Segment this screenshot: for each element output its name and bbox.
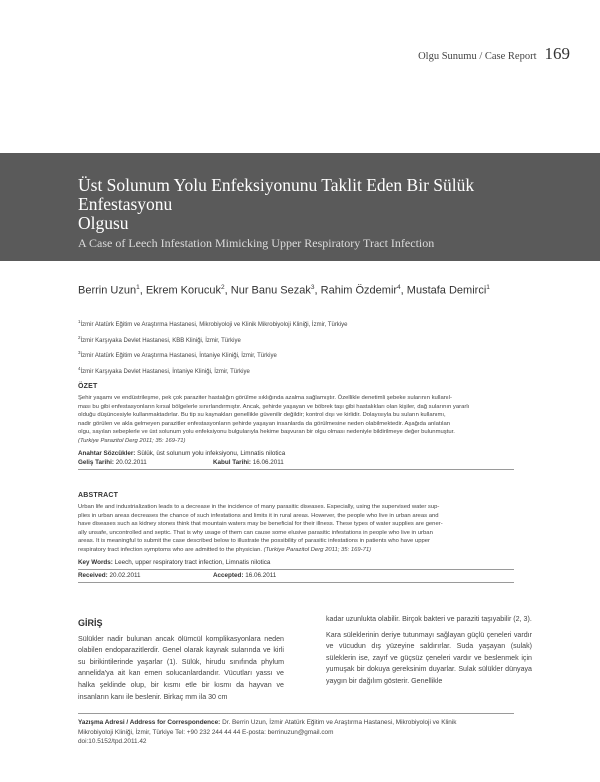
author-affil-mark: 1 xyxy=(486,284,490,291)
running-head xyxy=(418,44,570,64)
body-paragraph: kadar uzunlukta olabilir. Birçok bakteri ve paraziti taşıyabilir (2, 3). xyxy=(326,615,532,623)
article-title-line-2: Olgusu xyxy=(78,213,129,233)
ozet-section xyxy=(78,383,514,470)
abstract-keywords: Key Words: Leech, upper respiratory tract infection, Limnatis nilotica xyxy=(78,558,271,566)
running-head-section: Olgu Sunumu / Case Report xyxy=(418,51,537,62)
section-divider xyxy=(78,569,514,570)
body-paragraph: Sülükler nadir bulunan ancak ölümcül komplikasyonlara neden olabilen endoparazitlerdir. Genel olarak kaynak sularında ve kirli su birikintilerinde yaşarlar (1). Sülük, hirudu sınıfında phylum annelida'ya ait kan emen solucanlardandır. Vücutları yassı ve halka şeklinde olup, bir kısmı etle bir kısmı da hayvan ve insanların kanı ile beslenir. Birkaç mm ila 30 cm xyxy=(78,634,284,701)
body-column-left xyxy=(78,618,284,707)
ozet-citation: (Turkiye Parazitol Derg 2011; 35: 169-71) xyxy=(78,437,186,444)
article-title-turkish xyxy=(78,176,522,233)
author-name: Berrin Uzun xyxy=(78,284,137,297)
abstract-section xyxy=(78,492,514,583)
author-affil-mark: 3 xyxy=(310,284,315,291)
body-column-right xyxy=(326,614,532,692)
affiliation-list xyxy=(78,316,347,378)
article-title-line-1: Üst Solunum Yolu Enfeksiyonunu Taklit Eden Bir Sülük Enfestasyonu xyxy=(78,175,475,214)
ozet-dates: Geliş Tarihi: 20.02.2011 Kabul Tarihi: 16.06.2011 xyxy=(78,458,284,466)
abstract-dates: Received: 20.02.2011 Accepted: 16.06.2011 xyxy=(78,571,277,579)
abstract-heading: ABSTRACT xyxy=(78,492,119,499)
author-name: Rahim Özdemir xyxy=(320,284,398,297)
body-paragraph: Kara süleklerinin deriye tutunmayı sağlayan güçlü çeneleri vardır ve vücudun dış yüzeyine saldırırlar. Suda yaşayan (sulak) süleklerin ise, zayıf ve güçsüz çeneleri vardır ve beslenmek için yumuşak bir dokuya gereksinim duyarlar. Sulak sülükler dünyaya yaygın bir dağılım gösterir. Genellikle xyxy=(326,630,532,685)
author-affil-mark: 4 xyxy=(397,284,401,291)
author-name: Nur Banu Sezak xyxy=(230,284,311,297)
article-title-english: A Case of Leech Infestation Mimicking Upper Respiratory Tract Infection xyxy=(78,236,435,250)
author-name: Mustafa Demirci xyxy=(406,284,487,297)
author-list: Berrin Uzun$^1$, Ekrem Korucuk$^2$, Nur Banu Sezak$^3$, Rahim Özdemir$^4$, Mustafa Demirci$^1$ xyxy=(78,284,490,297)
section-divider xyxy=(78,469,514,470)
section-divider xyxy=(78,582,514,583)
affiliation-item: $^2$İzmir Karşıyaka Devlet Hastanesi, KBB Kliniği, İzmir, Türkiye xyxy=(78,334,241,344)
correspondence-label: Yazışma Adresi / Address for Correspondence: xyxy=(78,719,221,726)
author-affil-mark: 2 xyxy=(221,284,225,291)
doi: doi:10.5152/tpd.2011.42 xyxy=(78,738,147,746)
author-affil-mark: 1 xyxy=(136,284,140,291)
page-number: 169 xyxy=(544,44,570,63)
abstract-citation: (Turkiye Parazitol Derg 2011; 35: 169-71) xyxy=(263,546,372,553)
giris-heading: GİRİŞ xyxy=(78,618,103,628)
correspondence-footer: Yazışma Adresi / Address for Correspondence: Dr. Berrin Uzun, İzmir Atatürk Eğitim ve Araştırma Hastanesi, Mikrobiyoloji ve Klinik Mikrobiyoloji Kliniği, İzmir, Türkiye Tel: +90 232 244 44 44 E-posta: berrinuzun@gmail.com doi:10.5152/tpd.2011.42 xyxy=(78,713,514,747)
affiliation-item: $^1$İzmir Atatürk Eğitim ve Araştırma Hastanesi, Mikrobiyoloji ve Klinik Mikrobiyoloji Kliniği, İzmir, Türkiye xyxy=(78,319,348,328)
ozet-heading: ÖZET xyxy=(78,383,98,390)
affiliation-item: $^3$İzmir Atatürk Eğitim ve Araştırma Hastanesi, İntaniye Kliniği, İzmir, Türkiye xyxy=(78,350,277,359)
ozet-keywords: Anahtar Sözcükler: Sülük, üst solunum yolu infeksiyonu, Limnatis nilotica xyxy=(78,449,286,457)
author-name: Ekrem Korucuk xyxy=(145,284,222,297)
title-band xyxy=(0,153,600,261)
affiliation-item: $^4$İzmir Karşıyaka Devlet Hastanesi, İntaniye Kliniği, İzmir, Türkiye xyxy=(78,365,250,375)
ozet-text: Şehir yaşamı ve endüstrileşme, pek çok paraziter hastalığın görülme sıklığında azalma sağlamıştır. Özellikle denetimli şebeke sularının kullanıl- ması bu gibi enfestasyonların kırsal bölgelerle sınırlandırmıştır. Ancak, şehirde yaşayan ve böbrek taşı gibi hastalıkları olan kişiler, dağ sularının yararlı olduğu düşüncesiyle kullanmaktadırlar. Bu tip su kaynakları genellikle güvenilir değildir; kontrol dışı ve kirlidir. Dolayısıyla bu suların kullanımı, nadir görülen ve akla gelmeyen parazitler enfestasyonların şehirde yaşayan insanlarda da görülmesine neden olabilmektedir. Aşağıda anlatılan olgu, sayılan sebeplerle ve üst solunum yolu enfeksiyonu bulgularıyla hekime başvuran bir olgu olması nedeniyle bildirilmeye değer bulunmuştur. (Turkiye Parazitol Derg 2011; 35: 169-71) xyxy=(78,394,514,446)
abstract-text: Urban life and industrialization leads to a decrease in the incidence of many parasitic diseases. Especially, using the supervised water sup- plies in urban areas decreases the chance of such infestations and limits it in rural areas. However, the people who live in urban areas and have diseases such as kidney stones think that mountain waters may be beneficial for their illness. These types of water supplies are gener- ally unsafe, uncontrolled and septic. That is why usage of them can cause some elusive parasitic infestations in people who live in urban areas. It is meaningful to submit the case described below to illustrate the possibility of parasitic infestations in patients who have upper respiratory tract infection symptoms who are admitted to the physician. (Turkiye Parazitol Derg 2011; 35: 169-71) xyxy=(78,504,443,553)
